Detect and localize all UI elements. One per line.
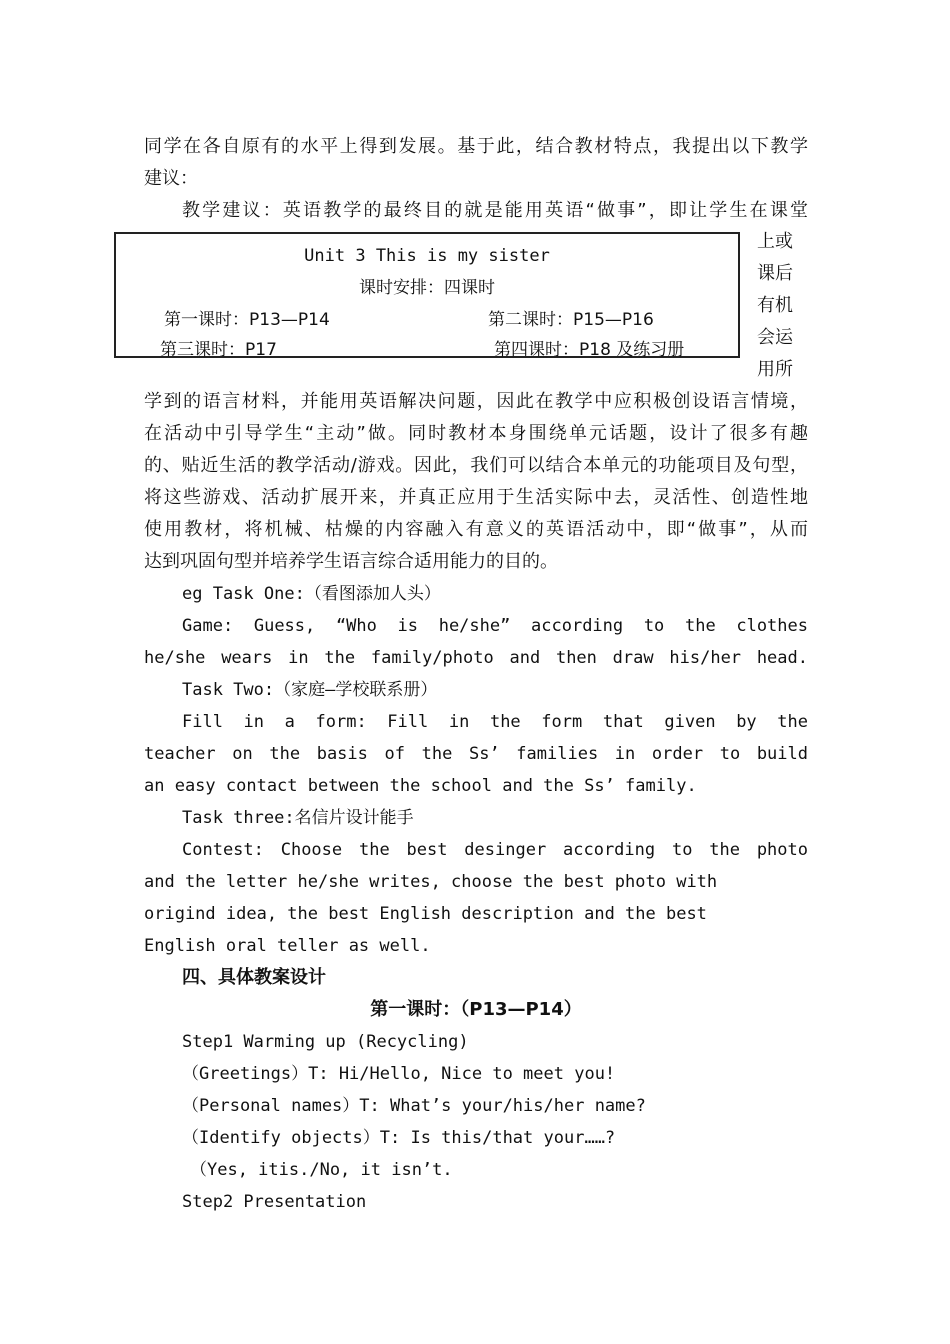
task-line: English oral teller as well. [144, 936, 431, 956]
step-line-identify: （Identify objects）T: Is this/that your……? [182, 1128, 616, 1148]
step-1: Step1 Warming up (Recycling) [182, 1032, 469, 1052]
lesson-2: 第二课时：P15—P16 [488, 310, 654, 330]
paragraph-line: 将这些游戏、活动扩展开来，并真正应用于生活实际中去，灵活性、创造性地 [144, 487, 808, 508]
task-line: he/she wears in the family/photo and then draw his/her head. [144, 648, 808, 668]
step-line-names: （Personal names）T: What’s your/his/her name? [182, 1096, 646, 1116]
paragraph-line: 学到的语言材料，并能用英语解决问题，因此在教学中应积极创设语言情境， [144, 391, 808, 412]
lesson-1: 第一课时：P13—P14 [164, 310, 330, 330]
side-text: 用所 [757, 359, 793, 380]
lesson-4: 第四课时：P18 及练习册 [494, 340, 685, 360]
paragraph-line: 使用教材，将机械、枯燥的内容融入有意义的英语活动中，即“做事”，从而 [144, 519, 808, 540]
step-2: Step2 Presentation [182, 1192, 367, 1212]
side-text: 有机 [757, 295, 793, 316]
side-text: 课后 [757, 263, 793, 284]
suggestion-line: 教学建议：英语教学的最终目的就是能用英语“做事”，即让学生在课堂 [182, 200, 808, 221]
paragraph-line: 的、贴近生活的教学活动/游戏。因此，我们可以结合本单元的功能项目及句型， [144, 455, 808, 476]
paragraph-line: 在活动中引导学生“主动”做。同时教材本身围绕单元话题，设计了很多有趣 [144, 423, 808, 444]
box-subtitle: 课时安排：四课时 [359, 278, 495, 298]
task-two-title: Task Two:（家庭—学校联系册） [182, 680, 438, 700]
lesson-3: 第三课时：P17 [160, 340, 277, 360]
schedule-box [114, 232, 740, 358]
side-text: 会运 [757, 327, 793, 348]
task-line: teacher on the basis of the Ss’ families in order to build [144, 744, 808, 764]
task-line: Fill in a form: Fill in the form that given by the [182, 712, 808, 732]
task-three-title: Task three:名信片设计能手 [182, 808, 414, 828]
step-line-greetings: （Greetings）T: Hi/Hello, Nice to meet you! [182, 1064, 616, 1084]
task-one-title: eg Task One:（看图添加人头） [182, 584, 441, 604]
paragraph-line: 建议： [144, 168, 198, 189]
side-text: 上或 [757, 231, 793, 252]
task-line: an easy contact between the school and the Ss’ family. [144, 776, 697, 796]
paragraph-line: 达到巩固句型并培养学生语言综合适用能力的目的。 [144, 551, 558, 572]
lesson-heading: 第一课时：（P13—P14） [370, 999, 582, 1020]
task-line: Game: Guess, “Who is he/she” according to the clothes [182, 616, 808, 636]
step-line-answer: （Yes, itis./No, it isn’t. [190, 1160, 453, 1180]
task-line: origind idea, the best English description and the best [144, 904, 707, 924]
section-heading: 四、具体教案设计 [182, 967, 326, 988]
box-title: Unit 3 This is my sister [304, 246, 550, 266]
task-line: and the letter he/she writes, choose the best photo with [144, 872, 718, 892]
task-line: Contest: Choose the best desinger according to the photo [182, 840, 808, 860]
paragraph-line: 同学在各自原有的水平上得到发展。基于此，结合教材特点，我提出以下教学 [144, 136, 808, 157]
